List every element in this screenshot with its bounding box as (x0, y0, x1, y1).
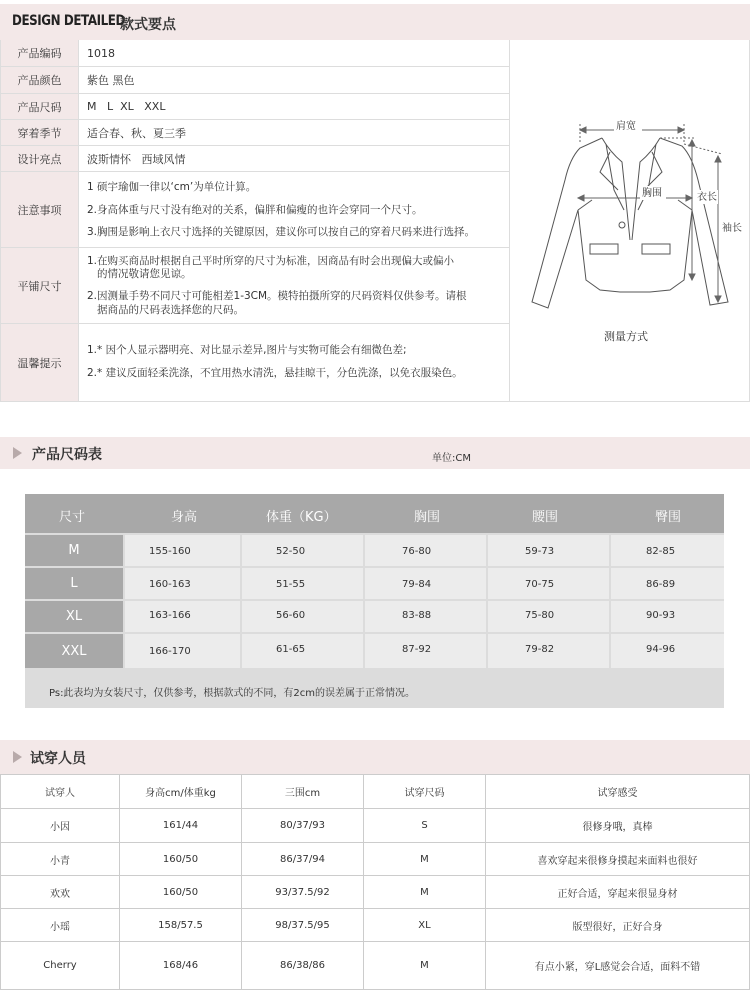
fitting-cell: 正好合适，穿起来很显身材 (557, 888, 678, 900)
kp-label: 产品编码 (1, 40, 79, 66)
fitting-cell: 98/37.5/95 (242, 909, 364, 941)
size-row (25, 535, 724, 566)
kp-value: M L XL XXL (87, 100, 166, 113)
flat-line: 的情况敬请您见谅。 (97, 268, 192, 280)
size-row (25, 634, 724, 668)
size-header-cell: 体重（KG） (266, 510, 337, 525)
fitting-cell: S (364, 809, 486, 842)
measure-caption: 测量方式 (604, 330, 648, 343)
kp-value: 1018 (87, 46, 115, 60)
kp-label: 穿着季节 (1, 120, 79, 145)
fitting-cell: 86/37/94 (242, 843, 364, 875)
fitting-cell: 喜欢穿起来很修身摸起来面料也很好 (537, 855, 698, 867)
tips-line: 1.* 因个人显示器明亮、对比显示差异,图片与实物可能会有细微色差; (87, 344, 407, 356)
jacket-icon (510, 40, 750, 320)
table-row (1, 843, 749, 876)
measurement-diagram (509, 40, 750, 401)
kp-label: 注意事项 (1, 172, 79, 247)
size-cell: 79-82 (525, 644, 555, 655)
table-row (1, 942, 749, 989)
label-chest: 胸围 (642, 188, 662, 199)
fitting-cell: 158/57.5 (120, 909, 242, 941)
fitting-cell: XL (364, 909, 486, 941)
kp-value: 波斯情怀 西域风情 (87, 152, 186, 166)
size-label: XL (25, 601, 123, 632)
flat-line: 据商品的尺码表选择您的尺码。 (97, 304, 244, 316)
kp-row-color (1, 67, 509, 94)
size-label: XXL (25, 634, 123, 668)
kp-row-highlight (1, 146, 509, 172)
fitting-cell: 93/37.5/92 (242, 876, 364, 908)
fitting-cell: 160/50 (120, 876, 242, 908)
kp-row-size (1, 94, 509, 120)
size-header-cell: 身高 (171, 510, 198, 525)
size-cell: 56-60 (276, 610, 306, 621)
kp-value (87, 324, 505, 401)
size-cell: 51-55 (276, 579, 306, 590)
header-cn-title: 款式要点 (120, 17, 176, 33)
size-cell: 70-75 (525, 579, 555, 590)
design-detailed-header (0, 4, 750, 40)
size-cell: 86-89 (646, 579, 676, 590)
size-header-cell: 腰围 (532, 510, 559, 525)
kp-label: 平铺尺寸 (1, 248, 79, 323)
size-header-cell: 尺寸 (59, 510, 86, 525)
fitting-section-header (0, 740, 750, 774)
size-row (25, 568, 724, 599)
fitting-cell: 很修身哦，真棒 (582, 822, 653, 833)
fitting-cell: M (364, 942, 486, 989)
kp-value (87, 172, 505, 247)
tips-line: 2.* 建议反面轻柔洗涤，不宜用热水清洗，悬挂晾干，分色洗涤，以免衣服染色。 (87, 367, 463, 379)
key-points-table (0, 40, 750, 402)
size-cell: 79-84 (402, 579, 432, 590)
kp-label: 产品尺码 (1, 94, 79, 119)
flat-line: 1.在购买商品时根据自己平时所穿的尺寸为标准，因商品有时会出现偏大或偏小 (87, 255, 455, 267)
notice-line: 2.身高体重与尺寸没有绝对的关系，偏胖和偏瘦的也许会穿同一个尺寸。 (87, 204, 423, 216)
kp-row-code (1, 40, 509, 67)
label-sleeve: 袖长 (722, 223, 742, 234)
size-section-title: 产品尺码表 (32, 447, 102, 463)
notice-line: 1 硕宇瑜伽一律以‘cm’为单位计算。 (87, 181, 257, 193)
fitting-header-row (1, 775, 749, 809)
kp-row-season (1, 120, 509, 146)
size-chart (25, 494, 724, 708)
kp-row-flat-measure (1, 248, 509, 324)
fitting-cell: 小青 (1, 843, 120, 875)
size-section-header (0, 437, 750, 469)
table-row (1, 809, 749, 843)
label-length: 衣长 (697, 192, 717, 203)
size-unit: 单位:CM (432, 453, 471, 464)
size-cell: 160-163 (149, 579, 191, 590)
size-cell: 90-93 (646, 610, 676, 621)
size-cell: 155-160 (149, 546, 191, 557)
size-label: M (25, 535, 123, 566)
size-cell: 83-88 (402, 610, 432, 621)
fitting-header-cell: 三围cm (242, 775, 364, 808)
size-chart-note: Ps:此表均为女装尺寸，仅供参考，根据款式的不同，有2cm的误差属于正常情况。 (49, 688, 416, 699)
size-cell: 52-50 (276, 546, 306, 557)
kp-value: 紫色 黑色 (87, 74, 135, 87)
fitting-cell: 168/46 (120, 942, 242, 989)
size-header-cell: 臀围 (655, 510, 682, 525)
kp-label: 产品颜色 (1, 67, 79, 93)
fitting-cell: 版型很好，正好合身 (572, 921, 663, 933)
notice-line: 3.胸围是影响上衣尺寸选择的关键原因，建议你可以按自己的穿着尺码来进行选择。 (87, 226, 476, 238)
fitting-header-cell: 试穿感受 (597, 788, 638, 799)
fitting-cell: M (364, 876, 486, 908)
size-cell: 166-170 (149, 646, 191, 657)
kp-label: 温馨提示 (1, 324, 79, 401)
fitting-cell: 161/44 (120, 809, 242, 842)
size-cell: 82-85 (646, 546, 676, 557)
size-chart-header (25, 494, 724, 533)
kp-value: 适合春、秋、夏三季 (87, 126, 186, 140)
fitting-cell: 小因 (1, 809, 120, 842)
flat-line: 2.因测量手势不同尺寸可能相差1-3CM。模特拍摄所穿的尺码资料仅供参考。请根 (87, 290, 467, 302)
fitting-cell: Cherry (1, 942, 120, 989)
fitting-header-cell: 身高cm/体重kg (120, 775, 242, 808)
size-cell: 163-166 (149, 610, 191, 621)
table-row (1, 876, 749, 909)
kp-label: 设计亮点 (1, 146, 79, 171)
size-cell: 61-65 (276, 644, 306, 655)
kp-value (87, 248, 505, 323)
kp-row-notice (1, 172, 509, 248)
size-cell: 59-73 (525, 546, 555, 557)
size-cell: 94-96 (646, 644, 676, 655)
fitting-section-title: 试穿人员 (30, 751, 86, 767)
fitting-cell: 86/38/86 (242, 942, 364, 989)
fitting-header-cell: 试穿人 (1, 775, 120, 808)
fitting-cell: 欢欢 (1, 876, 120, 908)
fitting-cell: 有点小紧，穿L感觉会合适，面料不错 (534, 962, 701, 973)
fitting-header-cell: 试穿尺码 (364, 775, 486, 808)
fitting-cell: 80/37/93 (242, 809, 364, 842)
triangle-icon (13, 751, 22, 763)
size-row (25, 601, 724, 632)
fitting-cell: 160/50 (120, 843, 242, 875)
label-shoulder: 肩宽 (616, 121, 636, 132)
kp-row-tips (1, 324, 509, 401)
header-en-title: DESIGN DETAILED (12, 13, 125, 29)
fitting-table (0, 774, 750, 990)
size-header-cell: 胸围 (414, 510, 441, 525)
triangle-icon (13, 447, 22, 459)
size-cell: 87-92 (402, 644, 432, 655)
size-label: L (25, 568, 123, 599)
table-row (1, 909, 749, 942)
fitting-cell: M (364, 843, 486, 875)
size-cell: 76-80 (402, 546, 432, 557)
size-cell: 75-80 (525, 610, 555, 621)
fitting-cell: 小瑶 (1, 909, 120, 941)
